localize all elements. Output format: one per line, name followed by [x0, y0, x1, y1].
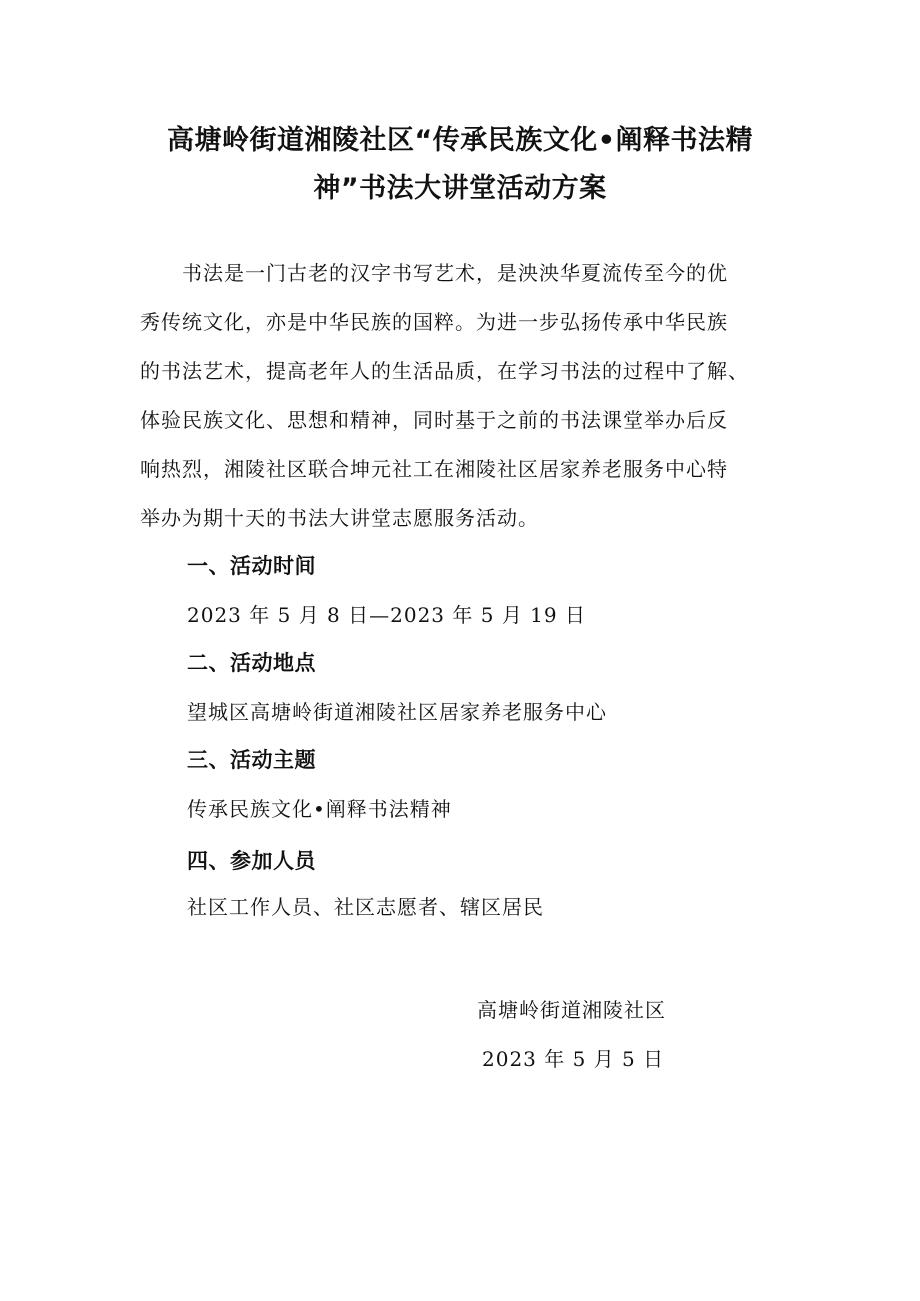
document-title-line-1: 高塘岭街道湘陵社区“传承民族文化•阐释书法精	[166, 125, 753, 156]
signature-date: 2023 年 5 月 5 日	[482, 1047, 665, 1071]
intro-paragraph-line: 体验民族文化、思想和精神，同时基于之前的书法课堂举办后反	[140, 408, 728, 432]
section-heading-participants: 四、参加人员	[187, 849, 316, 873]
intro-paragraph-line: 书法是一门古老的汉字书写艺术，是泱泱华夏流传至今的优	[140, 261, 728, 285]
signature-organization: 高塘岭街道湘陵社区	[477, 998, 666, 1022]
section-content-time: 2023 年 5 月 8 日—2023 年 5 月 19 日	[187, 603, 586, 627]
section-heading-time: 一、活动时间	[187, 554, 316, 578]
section-content-theme: 传承民族文化•阐释书法精神	[187, 797, 452, 821]
section-heading-location: 二、活动地点	[187, 651, 316, 675]
intro-paragraph-line: 秀传统文化，亦是中华民族的国粹。为进一步弘扬传承中华民族	[140, 310, 728, 334]
section-content-location: 望城区高塘岭街道湘陵社区居家养老服务中心	[187, 700, 607, 724]
section-heading-theme: 三、活动主题	[187, 748, 316, 772]
section-content-participants: 社区工作人员、社区志愿者、辖区居民	[187, 895, 544, 919]
intro-paragraph-line: 的书法艺术，提高老年人的生活品质，在学习书法的过程中了解、	[140, 359, 749, 383]
intro-paragraph-line: 响热烈，湘陵社区联合坤元社工在湘陵社区居家养老服务中心特	[140, 457, 728, 481]
intro-paragraph-line: 举办为期十天的书法大讲堂志愿服务活动。	[140, 506, 539, 530]
document-title-line-2: 神”书法大讲堂活动方案	[313, 173, 607, 204]
